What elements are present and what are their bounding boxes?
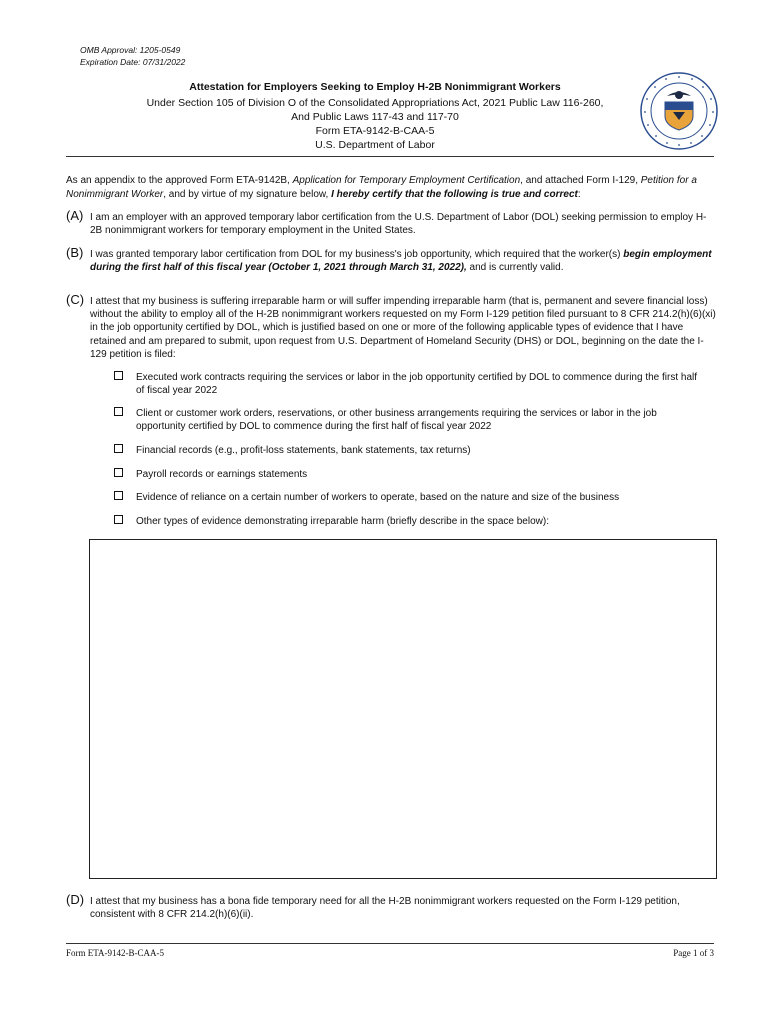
header-line-2: And Public Laws 117-43 and 117-70 xyxy=(291,111,459,123)
section-c xyxy=(66,292,718,361)
section-b-emphasis: begin employment during the first half of this fiscal year (October 1, 2021 through March 31, 2022), xyxy=(90,249,712,274)
section-a-text: I am an employer with an approved temporary labor certification from the U.S. Department of Labor (DOL) seeking permission to employ H-2B nonimmigrant workers for temporary employment in the United States. xyxy=(90,212,707,237)
option-3-label: Financial records (e.g., profit-loss statements, bank statements, tax returns) xyxy=(136,445,471,456)
intro-text-2: , and attached Form I-129, xyxy=(520,175,641,186)
expiration-date: Expiration Date: 07/31/2022 xyxy=(80,57,186,67)
checkbox-icon[interactable] xyxy=(114,468,123,477)
footer-divider xyxy=(66,943,714,944)
form-header xyxy=(112,80,638,152)
form-title: Attestation for Employers Seeking to Employ H-2B Nonimmigrant Workers xyxy=(189,81,561,93)
section-d-text: I attest that my business has a bona fide temporary need for all the H-2B nonimmigrant workers requested on the Form I-129 petition, consistent with 8 CFR 214.2(h)(6)(ii). xyxy=(90,896,680,921)
checkbox-icon[interactable] xyxy=(114,515,123,524)
header-line-4: U.S. Department of Labor xyxy=(315,139,435,151)
section-d xyxy=(66,892,718,921)
checkbox-option-4[interactable] xyxy=(114,468,704,481)
footer-form-number: Form ETA-9142-B-CAA-5 xyxy=(66,948,165,958)
option-1-label: Executed work contracts requiring the services or labor in the job opportunity certified by DOL to commence during the first half of fiscal year 2022 xyxy=(136,372,698,396)
intro-petition-title: Petition for a Nonimmigrant Worker xyxy=(66,175,697,200)
intro-form-title: Application for Temporary Employment Certification xyxy=(292,175,521,186)
section-b-letter: (B) xyxy=(66,245,84,260)
section-d-letter: (D) xyxy=(66,892,85,907)
section-b-text-3: and is currently valid. xyxy=(466,262,564,274)
checkbox-icon[interactable] xyxy=(114,491,123,500)
dol-seal-icon xyxy=(640,72,718,150)
checkbox-icon[interactable] xyxy=(114,371,123,380)
checkbox-icon[interactable] xyxy=(114,444,123,453)
checkbox-icon[interactable] xyxy=(114,407,123,416)
section-c-text: I attest that my business is suffering irreparable harm or will suffer impending irreparable harm (that is, permanent and severe financial loss) without the ability to employ all of the H-2B nonimmigrant workers requested on my Form I-129 petition filed pursuant to 8 CFR 214.2(h)(6)(xi) in the job opportunity certified by DOL, which is justified based on one or more of the following applicable types of evidence that I have retained and am prepared to submit, upon request from U.S. Department of Homeland Security (DHS) or DOL, beginning on the date the I-129 petition is filed: xyxy=(90,296,716,360)
intro-certification: I hereby certify that the following is true and correct xyxy=(331,189,578,200)
section-a-letter: (A) xyxy=(66,208,84,223)
intro-paragraph xyxy=(66,174,718,202)
option-2-label: Client or customer work orders, reservations, or other business arrangements requiring the services or labor in the job opportunity certified by DOL to commence during the first half of fiscal year 2022 xyxy=(136,408,657,432)
header-line-1: Under Section 105 of Division O of the Consolidated Appropriations Act, 2021 Public Law 116-260, xyxy=(146,97,604,109)
checkbox-option-5[interactable] xyxy=(114,491,704,504)
intro-text-4: : xyxy=(577,189,581,200)
footer-page-number: Page 1 of 3 xyxy=(673,948,714,958)
option-4-label: Payroll records or earnings statements xyxy=(136,469,308,480)
option-6-label: Other types of evidence demonstrating irreparable harm (briefly describe in the space below): xyxy=(136,516,549,527)
section-c-letter: (C) xyxy=(66,292,85,307)
intro-text-3: , and by virtue of my signature below, xyxy=(163,189,332,200)
evidence-description-field[interactable] xyxy=(89,539,717,879)
omb-info xyxy=(80,44,185,68)
checkbox-option-2[interactable] xyxy=(114,407,704,433)
option-5-label: Evidence of reliance on a certain number of workers to operate, based on the nature and size of the business xyxy=(136,492,620,503)
checkbox-option-6[interactable] xyxy=(114,515,704,528)
intro-text-1: As an appendix to the approved Form ETA-9142B, xyxy=(66,175,293,186)
section-a xyxy=(66,208,718,237)
section-b xyxy=(66,245,718,274)
header-divider xyxy=(66,156,714,157)
checkbox-option-1[interactable] xyxy=(114,371,704,397)
checkbox-option-3[interactable] xyxy=(114,444,704,457)
omb-approval: OMB Approval: 1205-0549 xyxy=(80,45,181,55)
section-b-text xyxy=(90,248,718,274)
header-line-3: Form ETA-9142-B-CAA-5 xyxy=(315,125,435,137)
section-b-text-1: I was granted temporary labor certification from DOL for my business's job opportunity, which required that the worker(s) xyxy=(90,249,624,260)
